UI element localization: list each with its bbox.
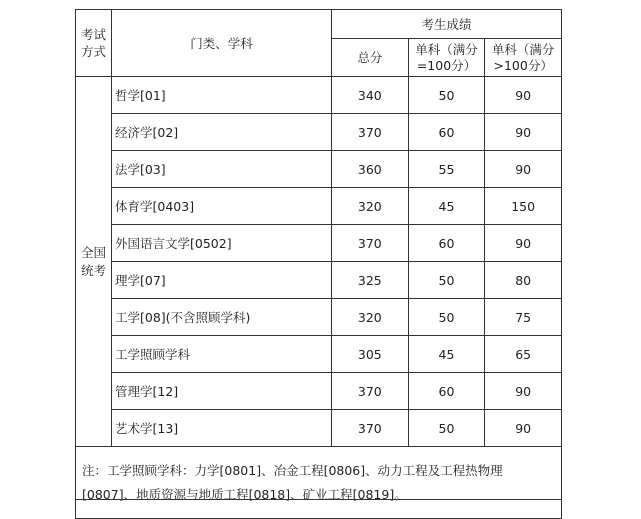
subject-cell: 工学[08](不含照顾学科) (112, 299, 332, 336)
table-outer-border (75, 9, 562, 500)
single-100-cell: 60 (408, 114, 485, 151)
header-single-100: 单科（满分=100分） (408, 39, 485, 77)
single-over-100-cell: 90 (485, 225, 562, 262)
total-cell: 370 (332, 410, 409, 447)
header-total: 总分 (332, 39, 409, 77)
subject-cell: 艺术学[13] (112, 410, 332, 447)
subject-cell: 哲学[01] (112, 77, 332, 114)
total-cell: 340 (332, 77, 409, 114)
subject-cell: 工学照顾学科 (112, 336, 332, 373)
single-100-cell: 55 (408, 151, 485, 188)
total-cell: 370 (332, 373, 409, 410)
subject-cell: 经济学[02] (112, 114, 332, 151)
single-100-cell: 50 (408, 299, 485, 336)
total-cell: 370 (332, 114, 409, 151)
subject-cell: 理学[07] (112, 262, 332, 299)
total-cell: 360 (332, 151, 409, 188)
total-cell: 305 (332, 336, 409, 373)
single-over-100-cell: 90 (485, 114, 562, 151)
total-cell: 320 (332, 299, 409, 336)
total-cell: 325 (332, 262, 409, 299)
subject-cell: 体育学[0403] (112, 188, 332, 225)
header-score-group: 考生成绩 (332, 10, 562, 39)
total-cell: 320 (332, 188, 409, 225)
single-over-100-cell: 75 (485, 299, 562, 336)
footnote: 注：工学照顾学科：力学[0801]、冶金工程[0806]、动力工程及工程热物理[0807]、地质资源与地质工程[0818]、矿业工程[0819]。 (76, 447, 562, 519)
header-method: 考试方式 (76, 10, 112, 77)
header-subject: 门类、学科 (112, 10, 332, 77)
subject-cell: 外国语言文学[0502] (112, 225, 332, 262)
single-100-cell: 45 (408, 188, 485, 225)
subject-cell: 管理学[12] (112, 373, 332, 410)
single-over-100-cell: 80 (485, 262, 562, 299)
single-over-100-cell: 90 (485, 77, 562, 114)
single-100-cell: 50 (408, 262, 485, 299)
single-100-cell: 50 (408, 410, 485, 447)
subject-cell: 法学[03] (112, 151, 332, 188)
single-over-100-cell: 65 (485, 336, 562, 373)
single-100-cell: 60 (408, 373, 485, 410)
single-100-cell: 50 (408, 77, 485, 114)
single-100-cell: 60 (408, 225, 485, 262)
total-cell: 370 (332, 225, 409, 262)
single-over-100-cell: 150 (485, 188, 562, 225)
single-over-100-cell: 90 (485, 410, 562, 447)
single-over-100-cell: 90 (485, 151, 562, 188)
single-100-cell: 45 (408, 336, 485, 373)
header-single-over-100: 单科（满分>100分） (485, 39, 562, 77)
single-over-100-cell: 90 (485, 373, 562, 410)
method-cell: 全国统考 (76, 77, 112, 447)
